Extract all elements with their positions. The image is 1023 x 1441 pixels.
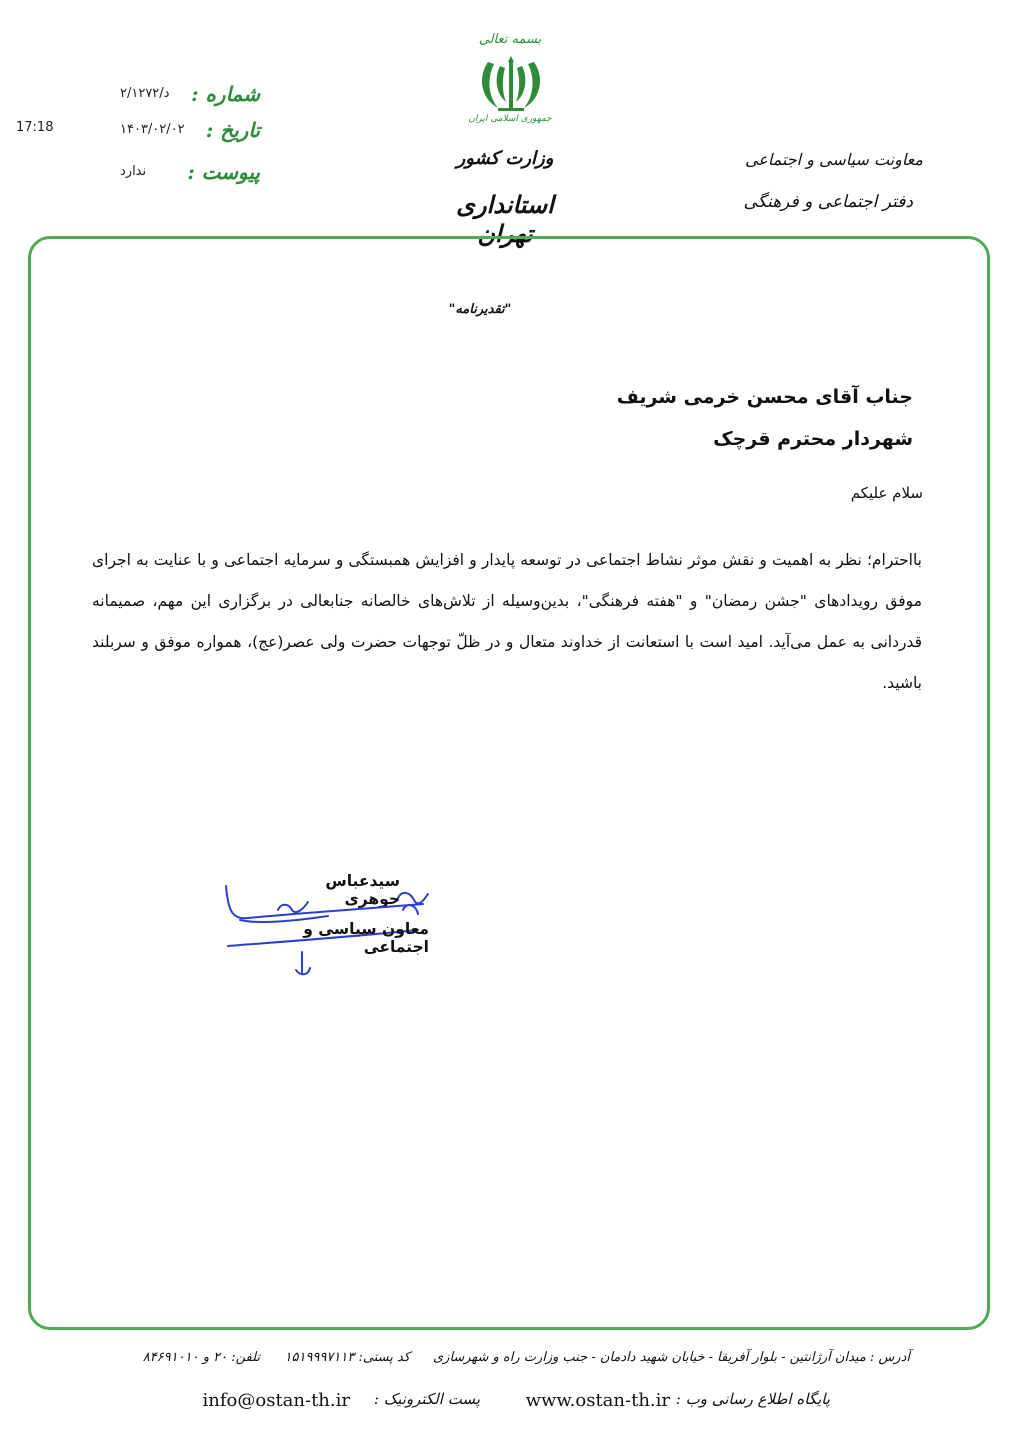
footer-postal-code: کد پستی: ۱۵۱۹۹۹۷۱۱۳ xyxy=(284,1350,410,1365)
republic-caption: جمهوری اسلامی ایران xyxy=(468,114,552,124)
recipient-name: جناب آقای محسن خرمی شریف xyxy=(616,386,913,408)
letter-number-value: د/۲/۱۲۷۲ xyxy=(120,86,170,101)
department-office: دفتر اجتماعی و فرهنگی xyxy=(743,192,913,212)
letter-attachment-value: ندارد xyxy=(120,164,147,179)
letter-body: بااحترام؛ نظر به اهمیت و نقش موثر نشاط اجتماعی در توسعه پایدار و افزایش همبستگی و سرمایه اجتماعی و با عنایت به اجرای موفق رویدادهای "جشن رمضان" و "هفته فرهنگی"، بدین‌وسیله از تلاش‌های خالصانه جنابعالی در برگزاری این مهم، صمیمانه قدردانی به عمل می‌آید. امید است با استعانت از خداوند متعال و در ظلّ توجهات حضرت ولی عصر(عج)، همواره موفق و سربلند باشید. xyxy=(92,551,922,692)
website-link[interactable]: www.ostan-th.ir xyxy=(525,1390,670,1411)
letter-attachment-label: پیوست : xyxy=(187,160,260,184)
signer-title: معاون سیاسی و اجتماعی xyxy=(303,920,429,956)
governorate-name: استانداری تهران xyxy=(456,190,554,248)
signer-name: سیدعباس جوهری xyxy=(325,872,400,908)
letter-title: "تقدیرنامه" xyxy=(448,302,512,317)
recipient-title: شهردار محترم قرچک xyxy=(713,428,913,450)
letter-date-value: ۱۴۰۳/۰۲/۰۲ xyxy=(120,122,185,137)
footer-phone: تلفن: ۲۰ و ۸۴۶۹۱۰۱۰ xyxy=(142,1350,260,1365)
email-label: پست الکترونیک : xyxy=(373,1390,480,1408)
deputy-office: معاونت سیاسی و اجتماعی xyxy=(744,150,923,169)
iran-emblem-icon xyxy=(478,54,544,114)
greeting: سلام علیکم xyxy=(850,484,923,502)
letter-number xyxy=(120,82,260,110)
ministry-name: وزارت کشور xyxy=(456,148,554,169)
letter-date xyxy=(120,118,260,146)
letter-attachment xyxy=(120,160,260,188)
footer-address: آدرس : میدان آرژانتین - بلوار آفریقا - خیابان شهید دادمان - جنب وزارت راه و شهرسازی xyxy=(432,1350,910,1365)
website-label: پایگاه اطلاع رسانی وب : xyxy=(675,1390,830,1408)
letter-number-label: شماره : xyxy=(191,82,260,106)
bismillah: بسمه تعالی xyxy=(478,32,542,47)
letter-date-label: تاریخ : xyxy=(205,118,260,142)
time-stamp: 17:18 xyxy=(16,120,54,135)
email-link[interactable]: info@ostan-th.ir xyxy=(202,1390,350,1411)
